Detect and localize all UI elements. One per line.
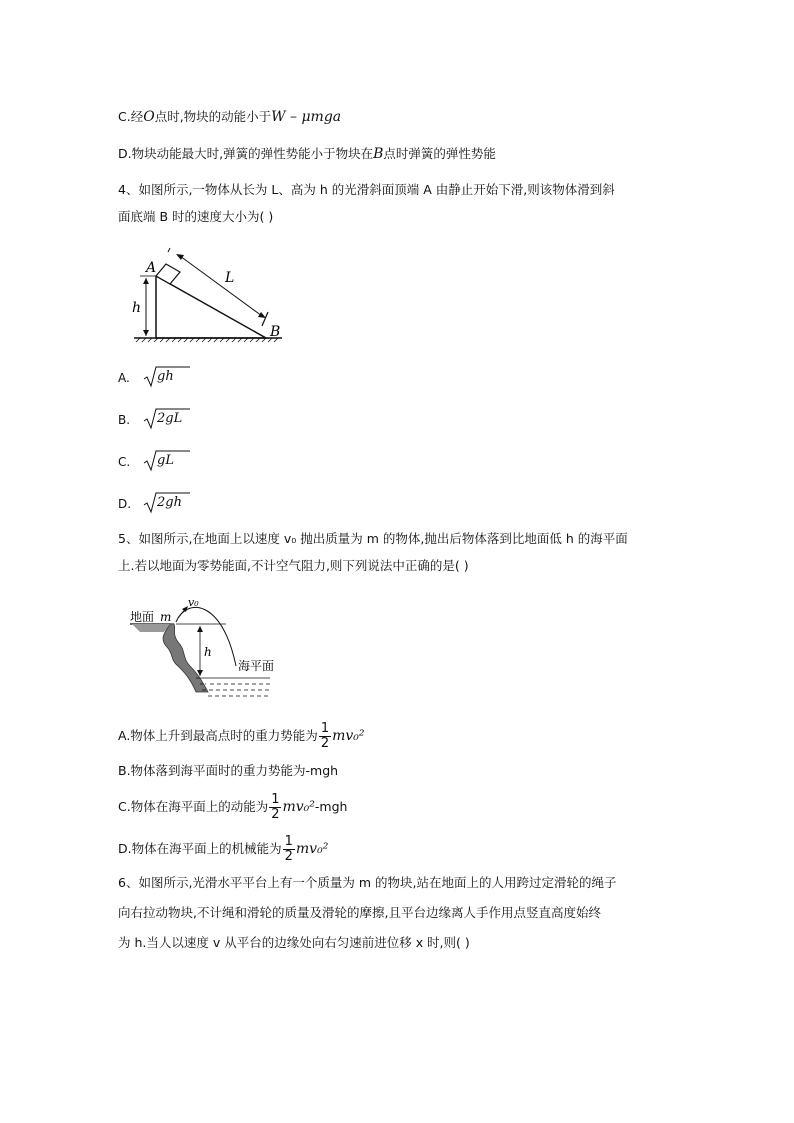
- q4-option-label: C.: [118, 455, 131, 469]
- q6-stem-line3: 为 h.当人以速度 v 从平台的边缘处向右匀速前进位移 x 时,则( ): [118, 935, 470, 950]
- frac-num: 1: [320, 721, 330, 736]
- q4-stem-line2: 面底端 B 时的速度大小为( ): [118, 209, 274, 224]
- q5-c-fraction: [269, 793, 281, 822]
- q3-d-suffix: 点时弹簧的弹性势能: [383, 146, 496, 161]
- q3-c-o: O: [143, 109, 155, 125]
- q5-c-suffix: -mgh: [314, 799, 348, 814]
- frac-den: 2: [284, 849, 293, 864]
- label-v0: v₀: [188, 596, 199, 609]
- q5-stem-line2: 上.若以地面为零势能面,不计空气阻力,则下列说法中正确的是( ): [118, 558, 469, 573]
- q3-c-prefix: C.经: [118, 109, 144, 124]
- q3-c-mid: 点时,物块的动能小于: [154, 109, 272, 124]
- q4-stem-line1: 4、如图所示,一物体从长为 L、高为 h 的光滑斜面顶端 A 由静止开始下滑,则该物体滑到斜: [118, 182, 615, 197]
- q5-option-c: [118, 793, 347, 822]
- q5-option-b: B.物体落到海平面时的重力势能为-mgh: [118, 763, 339, 778]
- q4-option-label: D.: [118, 497, 132, 511]
- label-h2: h: [204, 645, 212, 659]
- q5-c-text: C.物体在海平面上的动能为: [118, 799, 269, 814]
- label-l: L: [225, 270, 235, 286]
- sqrt-radicand: 2gh: [157, 495, 182, 510]
- cliff-figure: [130, 596, 290, 700]
- q5-a-expr: mv₀²: [332, 728, 365, 744]
- sqrt-radicand: 2gL: [157, 411, 183, 426]
- label-b: B: [270, 324, 281, 340]
- q5-c-expr: mv₀²: [282, 799, 315, 815]
- q5-d-expr: mv₀²: [295, 841, 329, 857]
- frac-den: 2: [320, 736, 330, 751]
- q5-d-text: D.物体在海平面上的机械能为: [118, 841, 282, 856]
- q5-option-a: [118, 722, 365, 751]
- q3-c-expr: W – μmga: [271, 109, 342, 125]
- frac-num: 1: [284, 834, 293, 849]
- q4-option-label: B.: [118, 413, 131, 427]
- q5-a-text: A.物体上升到最高点时的重力势能为: [118, 728, 318, 743]
- label-sea: 海平面: [238, 659, 275, 673]
- q3-d-text: D.物块动能最大时,弹簧的弹性势能小于物块在: [118, 146, 374, 161]
- q3-option-d: [118, 145, 496, 163]
- q3-d-b: B: [373, 146, 384, 162]
- sqrt-radicand: gL: [157, 453, 174, 468]
- label-h: h: [132, 300, 142, 316]
- q6-stem-line2: 向右拉动物块,不计绳和滑轮的质量及滑轮的摩擦,且平台边缘离人手作用点竖直高度始终: [118, 905, 601, 920]
- q5-d-fraction: [283, 835, 295, 864]
- q4-option-label: A.: [118, 371, 130, 385]
- q5-stem-line1: 5、如图所示,在地面上以速度 v₀ 抛出质量为 m 的物体,抛出后物体落到比地面低 h 的海平面: [118, 531, 628, 546]
- label-ground: 地面: [130, 610, 155, 624]
- frac-den: 2: [271, 807, 280, 822]
- sqrt-radicand: gh: [157, 369, 174, 384]
- frac-num: 1: [271, 792, 280, 807]
- q5-option-d: [118, 835, 328, 864]
- label-m: m: [160, 610, 172, 624]
- q5-a-fraction: [319, 722, 331, 751]
- q6-stem-line1: 6、如图所示,光滑水平平台上有一个质量为 m 的物块,站在地面上的人用跨过定滑轮的绳子: [118, 875, 617, 890]
- q3-option-c: [118, 108, 341, 126]
- label-a: A: [146, 260, 157, 276]
- incline-figure: [130, 246, 290, 346]
